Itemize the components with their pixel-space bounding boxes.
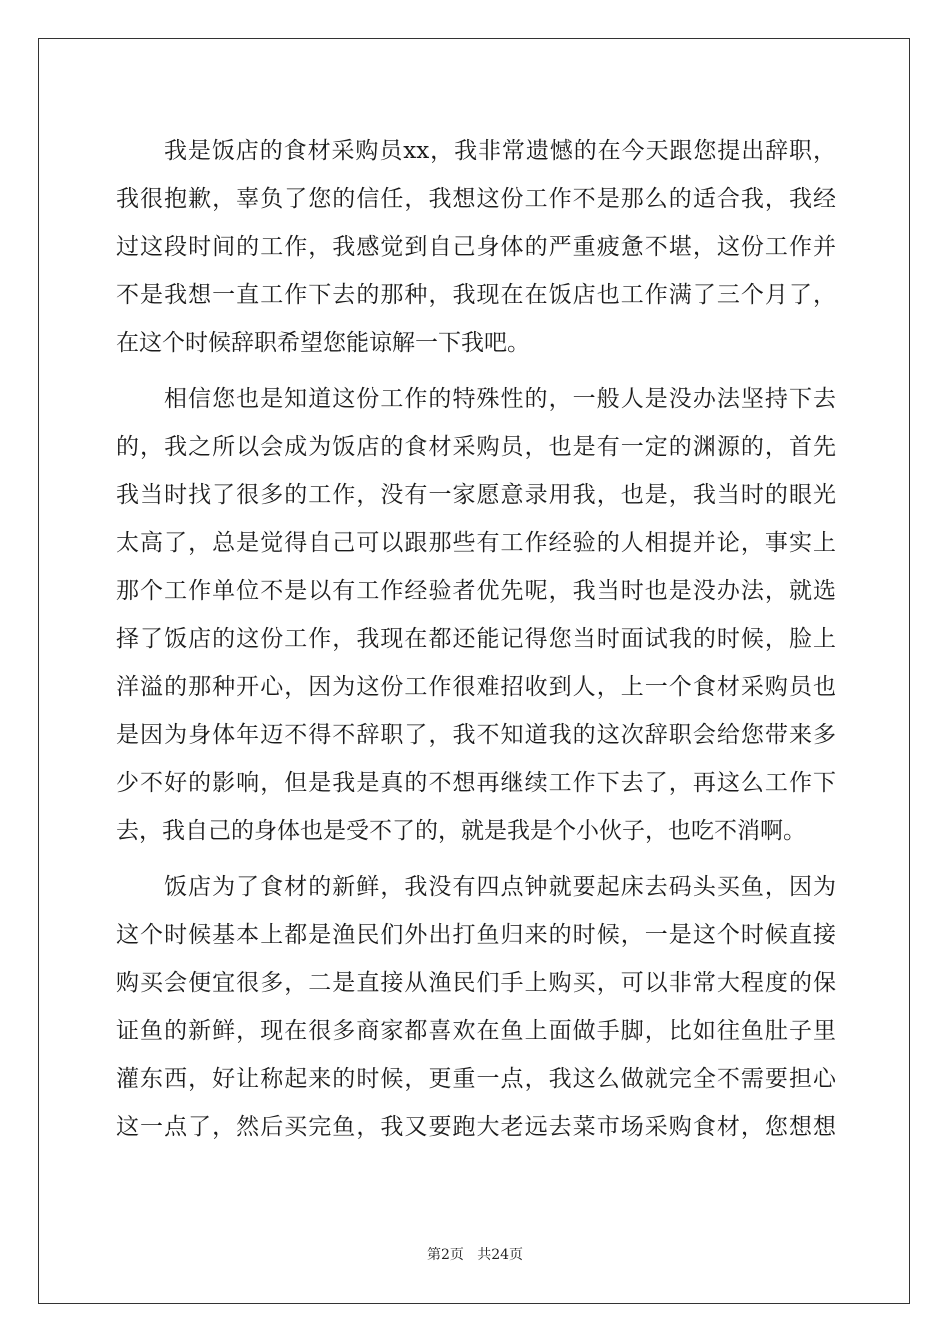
- paragraph-line: 择了饭店的这份工作，我现在都还能记得您当时面试我的时候，脸上: [116, 626, 836, 652]
- paragraph-line: 洋溢的那种开心，因为这份工作很难招收到人，上一个食材采购员也: [116, 674, 836, 700]
- paragraph-line: 不是我想一直工作下去的那种，我现在在饭店也工作满了三个月了，: [116, 282, 836, 308]
- paragraph-line: 我当时找了很多的工作，没有一家愿意录用我，也是，我当时的眼光: [116, 482, 836, 508]
- paragraph-line: 少不好的影响，但是我是真的不想再继续工作下去了，再这么工作下: [116, 770, 836, 796]
- paragraph-line: 去，我自己的身体也是受不了的，就是我是个小伙子，也吃不消啊。: [116, 818, 806, 844]
- paragraph-line: 我是饭店的食材采购员xx，我非常遗憾的在今天跟您提出辞职，: [164, 138, 836, 164]
- paragraph-line: 过这段时间的工作，我感觉到自己身体的严重疲惫不堪，这份工作并: [116, 234, 836, 260]
- paragraph-line: 是因为身体年迈不得不辞职了，我不知道我的这次辞职会给您带来多: [116, 722, 836, 748]
- paragraph-line: 的，我之所以会成为饭店的食材采购员，也是有一定的渊源的，首先: [116, 434, 836, 460]
- paragraph-line: 在这个时候辞职希望您能谅解一下我吧。: [116, 330, 530, 356]
- paragraph-line: 这一点了，然后买完鱼，我又要跑大老远去菜市场采购食材，您想想: [116, 1114, 836, 1140]
- paragraph-line: 饭店为了食材的新鲜，我没有四点钟就要起床去码头买鱼，因为: [164, 874, 836, 900]
- paragraph-line: 灌东西，好让称起来的时候，更重一点，我这么做就完全不需要担心: [116, 1066, 836, 1092]
- paragraph-line: 相信您也是知道这份工作的特殊性的，一般人是没办法坚持下去: [164, 386, 836, 412]
- paragraph-line: 证鱼的新鲜，现在很多商家都喜欢在鱼上面做手脚，比如往鱼肚子里: [116, 1018, 836, 1044]
- paragraph-line: 那个工作单位不是以有工作经验者优先呢，我当时也是没办法，就选: [116, 578, 836, 604]
- paragraph-line: 这个时候基本上都是渔民们外出打鱼归来的时候，一是这个时候直接: [116, 922, 836, 948]
- paragraph-line: 太高了，总是觉得自己可以跟那些有工作经验的人相提并论，事实上: [116, 530, 836, 556]
- page-number-footer: 第2页 共24页: [426, 1247, 524, 1263]
- paragraph-line: 购买会便宜很多，二是直接从渔民们手上购买，可以非常大程度的保: [116, 970, 836, 996]
- paragraph-line: 我很抱歉，辜负了您的信任，我想这份工作不是那么的适合我，我经: [116, 186, 836, 212]
